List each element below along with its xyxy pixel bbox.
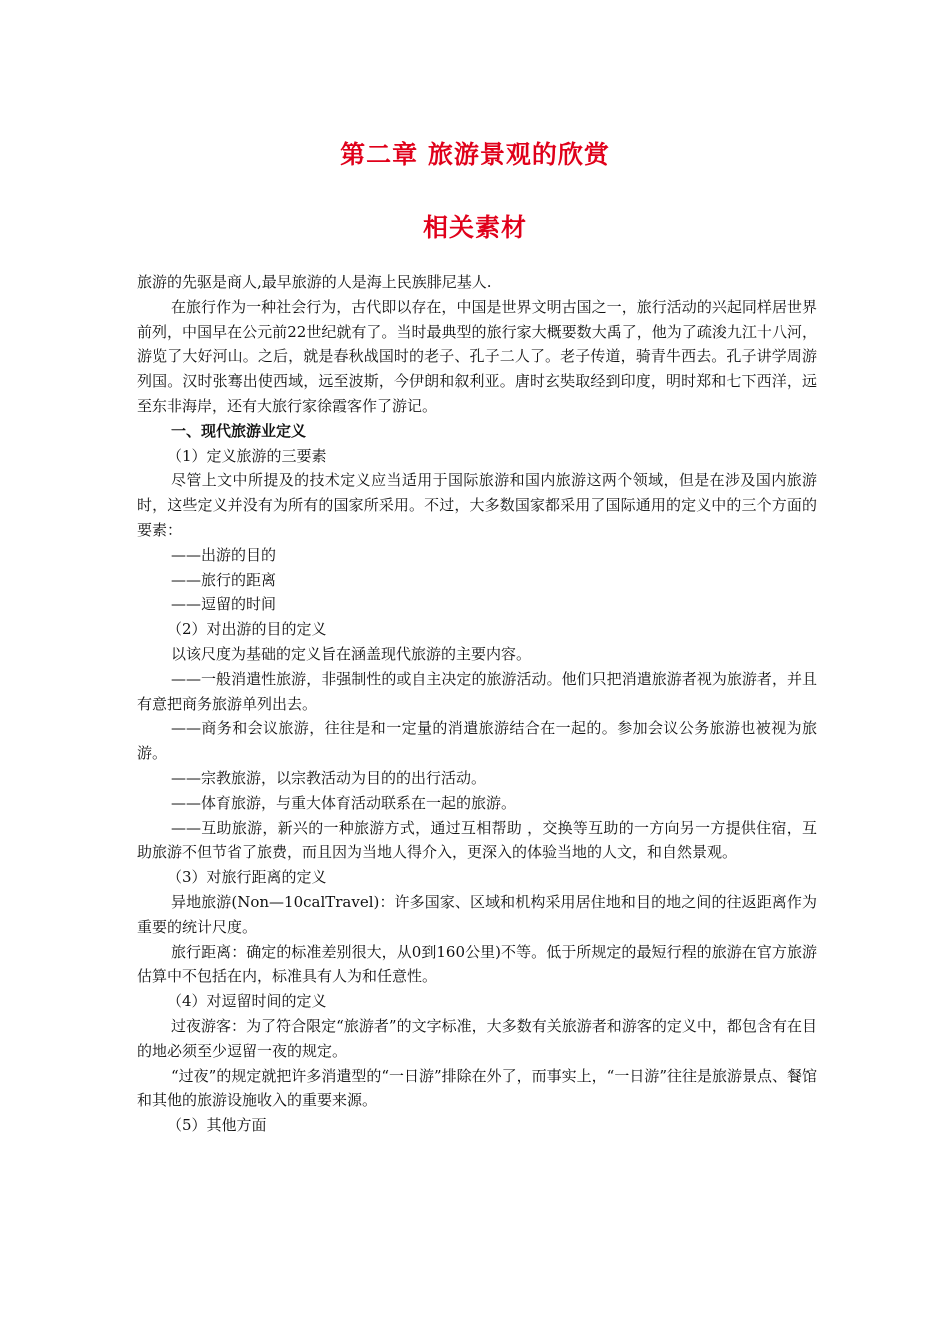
- paragraph: 旅行距离：确定的标准差别很大，从0到160公里)不等。低于所规定的最短行程的旅游在官方旅游估算中不包括在内，标准具有人为和任意性。: [137, 942, 817, 986]
- list-item: ——出游的目的: [171, 545, 277, 564]
- chapter-title: 第二章 旅游景观的欣赏: [340, 140, 610, 169]
- paragraph: 尽管上文中所提及的技术定义应当适用于国际旅游和国内旅游这两个领域，但是在涉及国内旅游时，这些定义并没有为所有的国家所采用。不过，大多数国家都采用了国际通用的定义中的三个方面的要素：: [137, 471, 817, 539]
- list-item: ——逗留的时间: [171, 595, 277, 614]
- list-item: ——体育旅游，与重大体育活动联系在一起的旅游。: [171, 793, 517, 812]
- paragraph: “过夜”的规定就把许多消遣型的“一日游”排除在外了，而事实上，“一日游”往往是旅游景点、餐馆和其他的旅游设施收入的重要来源。: [137, 1066, 818, 1110]
- list-item: ——商务和会议旅游，往往是和一定量的消遣旅游结合在一起的。参加会议公务旅游也被视为旅游。: [137, 719, 817, 763]
- subheading-1: （1）定义旅游的三要素: [167, 446, 327, 465]
- subheading-5: （5）其他方面: [167, 1116, 267, 1135]
- document-body: [137, 270, 817, 1138]
- list-item: ——一般消遣性旅游，非强制性的或自主决定的旅游活动。他们只把消遣旅游者视为旅游者，并且有意把商务旅游单列出去。: [137, 669, 817, 713]
- subheading-4: （4）对逗留时间的定义: [167, 992, 327, 1011]
- paragraph: 以该尺度为基础的定义旨在涵盖现代旅游的主要内容。: [171, 644, 532, 663]
- paragraph-history: 在旅行作为一种社会行为，古代即以存在，中国是世界文明古国之一，旅行活动的兴起同样居世界前列，中国早在公元前22世纪就有了。当时最典型的旅行家大概要数大禹了，他为了疏浚九江十八河，游览了大好河山。之后，就是春秋战国时的老子、孔子二人了。老子传道，骑青牛西去。孔子讲学周游列国。汉时张骞出使西域，远至波斯，今伊朗和叙利亚。唐时玄奘取经到印度，明时郑和七下西洋，远至东非海岸，还有大旅行家徐霞客作了游记。: [137, 297, 817, 415]
- paragraph-intro: 旅游的先驱是商人,最早旅游的人是海上民族腓尼基人.: [137, 273, 492, 291]
- list-item: ——旅行的距离: [171, 570, 277, 589]
- section-subtitle: 相关素材: [422, 213, 527, 242]
- paragraph: 过夜游客：为了符合限定“旅游者”的文字标准，大多数有关旅游者和游客的定义中，都包含有在目的地必须至少逗留一夜的规定。: [137, 1016, 817, 1060]
- subheading-3: （3）对旅行距离的定义: [167, 868, 327, 887]
- list-item: ——宗教旅游，以宗教活动为目的的出行活动。: [171, 768, 487, 787]
- section-heading: 一、现代旅游业定义: [171, 421, 307, 440]
- paragraph: 异地旅游(Non—10calTravel)：许多国家、区域和机构采用居住地和目的地之间的往返距离作为重要的统计尺度。: [137, 892, 817, 936]
- subheading-2: （2）对出游的目的定义: [167, 620, 327, 639]
- list-item: ——互助旅游，新兴的一种旅游方式，通过互相帮助 ，交换等互助的一方向另一方提供住宿，互助旅游不但节省了旅费，而且因为当地人得介入，更深入的体验当地的人文，和自然景观。: [137, 818, 817, 862]
